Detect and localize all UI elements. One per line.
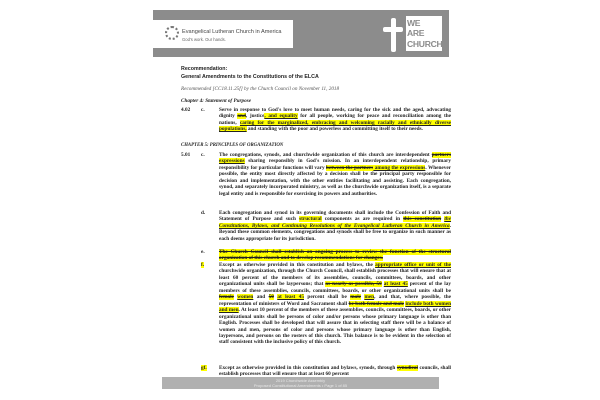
paragraph: [181, 249, 451, 262]
org-tagline: God's work. Our hands.: [182, 37, 226, 42]
text-run: The congregations, synods, and churchwide organization of this church are interdependent: [219, 152, 432, 158]
paragraph-text: [219, 262, 451, 346]
badge-line: WE: [407, 18, 421, 28]
text-run: Each congregation and synod in its governing documents shall include the Confession of Faith and Statement of Purpose and such: [219, 210, 451, 223]
recommended-note: Recommended [CC18.11.25f] by the Church Council on November 11, 2018: [181, 86, 340, 92]
inserted-text: at least 45: [277, 294, 304, 301]
inserted-text: appropriate office or unit of the: [375, 262, 451, 268]
text-run: Serve in response to God's love to meet human needs, caring for the sick and the aged, advocating dignity: [219, 107, 451, 120]
text-run: Except as otherwise provided in this constitution and bylaws, synods, through: [219, 365, 397, 371]
paragraph-text: [219, 365, 451, 378]
badge-line: CHURCH: [407, 38, 443, 49]
deleted-text: partners: [431, 152, 451, 158]
paragraph: [181, 152, 451, 197]
text-run: churchwide organization, through the Church Council, shall establish processes that will ensure that at least 60 percent of the members of its assemblies, councils, committees, boards, and other organizational units shall be laypersons; that: [219, 268, 451, 288]
text-run: for all people, working for peace and reconciliation among the nations,: [219, 113, 451, 126]
text-run: . Beyond these common elements, congregations and synods shall be free to organize in such manner as each deems appropriate for its jurisdiction.: [219, 222, 451, 242]
text-run: councils, shall establish processes that will ensure that at least 60 percent: [219, 365, 451, 378]
inserted-text: at least 45: [383, 281, 408, 288]
inserted-text: among the expressions: [373, 164, 426, 171]
text-run: structural: [299, 216, 322, 223]
deleted-text: male: [350, 294, 362, 301]
chapter-4-heading: Chapter 4: Statement of Purpose: [181, 98, 252, 104]
deleted-text: be both female and male: [348, 300, 405, 307]
footer-line: 2019 Churchwide Assembly: [275, 378, 326, 383]
deleted-text: 50: [268, 294, 274, 301]
section-number: 4.02: [181, 107, 191, 113]
deleted-text: between the partners: [325, 164, 374, 171]
inserted-text: caring for the marginalized, embracing and welcoming racially and ethnically diverse populations,: [219, 119, 451, 133]
text-run: and standing with the poor and powerless and committing itself to their needs.: [246, 126, 423, 133]
deleted-text: synodical: [396, 365, 418, 371]
we-are-church-badge: [406, 16, 442, 51]
item-letter: c.: [201, 152, 205, 158]
item-letter: gf.: [201, 365, 207, 371]
paragraph: [181, 210, 451, 242]
paragraph-text: [219, 249, 451, 262]
paragraph-text: [219, 152, 451, 197]
chapter-5-heading: CHAPTER 5: PRINCIPLES OF ORGANIZATION: [181, 143, 284, 148]
item-letter: f.: [201, 262, 205, 268]
item-letter: d.: [201, 210, 206, 216]
inserted-text: the Constitutions, Bylaws, and Continuing Resolutions of the Evangelical Lutheran Church in America: [219, 216, 452, 229]
cross-icon: [383, 18, 403, 52]
inserted-text: women: [237, 294, 254, 301]
footer-page-info: Proposed Constitutional Amendments • Page 1 of 85: [253, 383, 348, 388]
recommendation-label: Recommendation:: [181, 66, 228, 72]
paragraph: [181, 107, 451, 133]
text-run: , and that, where possible, the representation of ministers of Word and Sacrament shall: [219, 294, 451, 307]
item-letter: c.: [201, 107, 205, 113]
text-run: , justice: [245, 113, 265, 120]
text-run: Except as otherwise provided in this constitution and bylaws, the: [219, 262, 376, 268]
page-footer: [162, 377, 439, 389]
badge-line: ARE: [407, 28, 425, 39]
text-run: percent of the lay members of these assemblies, councils, committees, boards, or other organizational units shall be: [219, 281, 451, 294]
text-run: sharing responsibly in God's mission. In an interdependent relationship, primary responsibility for particular functions will vary: [219, 158, 451, 171]
deleted-text: The Church Council shall establish an ongoing process to review the function of the structural organization of this church and to develop recommendations for changes.: [219, 249, 451, 262]
paragraph-text: [219, 107, 451, 133]
org-name: Evangelical Lutheran Church in America: [182, 29, 282, 35]
paragraph-text: [219, 210, 451, 242]
paragraph: [181, 262, 451, 346]
section-number: 5.01: [181, 152, 191, 158]
inserted-text: include both women and men: [219, 300, 452, 314]
deleted-text: this constitution: [403, 216, 442, 223]
elca-seal-icon: [165, 26, 179, 40]
text-run: percent shall be: [303, 294, 351, 301]
text-run: and: [253, 294, 269, 301]
deleted-text: female: [219, 294, 234, 301]
inserted-text: expressions: [219, 158, 245, 165]
inserted-text: men: [364, 294, 375, 301]
text-run: . Whenever possible, the entity most directly affected by a decision shall be the principal party responsible for decision and implementation, with the other entities facilitating and assisting. Each congregation, synod, and separately incorporated ministry, as well as the churchwide organization itself, is a separate legal entity and is responsible for exercising its powers and authorities.: [219, 164, 451, 197]
deleted-text: as nearly as possible, 50: [325, 281, 382, 288]
inserted-text: , and equality: [264, 113, 298, 120]
deleted-text: and: [237, 113, 246, 120]
document-title: General Amendments to the Constitutions of the ELCA: [181, 74, 319, 80]
paragraph: [181, 365, 451, 378]
text-run: . At least 10 percent of the members of these assemblies, councils, committees, boards, or other organizational units shall be persons of color and/or persons whose primary language is other than English. Processes shall be developed that will assure that in selecting staff there will be a balance of women and men, persons of color and persons whose primary language is other than English, laypersons, and persons on the rosters of this church. This balance is to be evident in the selection of staff consistent with the inclusive policy of this church.: [219, 307, 452, 346]
text-run: components as are required in: [321, 216, 404, 223]
item-letter: e.: [201, 249, 205, 255]
